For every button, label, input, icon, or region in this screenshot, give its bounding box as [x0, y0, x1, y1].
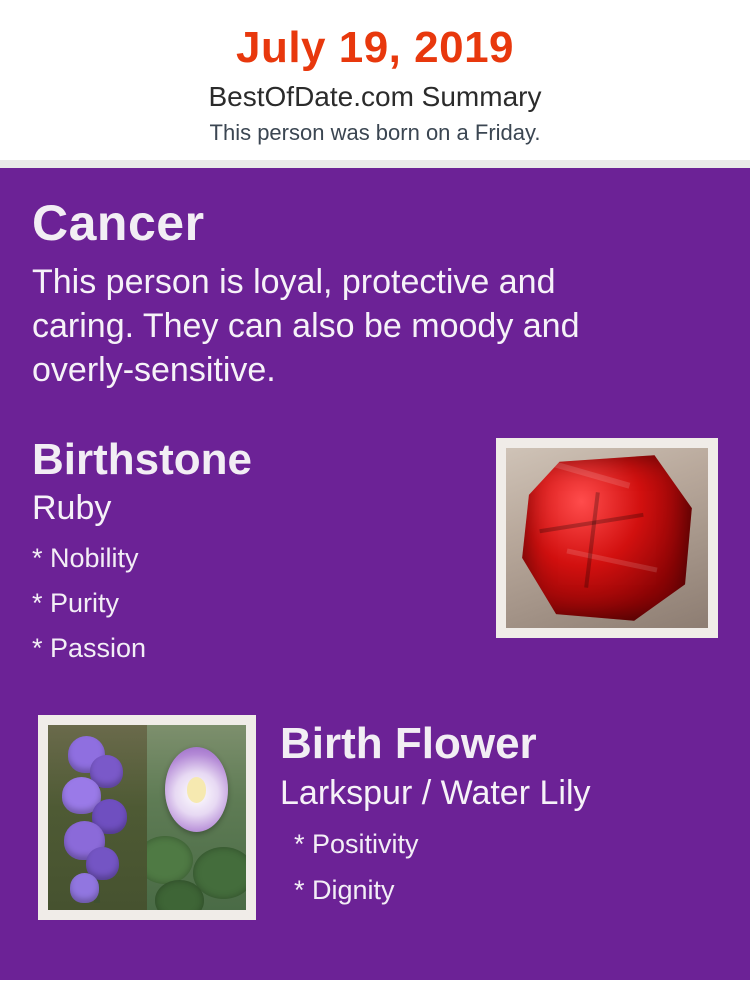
birth-day-of-week-text: This person was born on a Friday.: [209, 120, 541, 145]
birthstone-image: [496, 438, 718, 638]
birth-flower-trait: * Positivity: [294, 829, 419, 859]
birthstone-trait: * Passion: [32, 633, 147, 663]
water-lily-photo: [147, 725, 246, 910]
header: [0, 0, 750, 160]
zodiac-sign-title: Cancer: [32, 195, 205, 251]
page-title-date: July 19, 2019: [235, 23, 515, 72]
birthstone-name: Ruby: [32, 489, 112, 527]
summary-panel: [0, 168, 750, 980]
birthstone-trait: * Nobility: [32, 543, 139, 573]
birth-flower-title: Birth Flower: [280, 719, 537, 768]
birth-flower-trait: * Dignity: [294, 875, 395, 905]
larkspur-photo: [48, 725, 147, 910]
site-summary-label: BestOfDate.com Summary: [208, 81, 542, 112]
ruby-icon: [522, 455, 692, 621]
zodiac-description: This person is loyal, protective and caring. They can also be moody and overly-sensitive.: [32, 263, 580, 389]
birthstone-section: [32, 434, 718, 671]
birth-flower-name: Larkspur / Water Lily: [280, 774, 591, 812]
birth-flower-section: [32, 715, 718, 930]
birth-flower-image: [38, 715, 256, 920]
birthstone-trait: * Purity: [32, 588, 120, 618]
header-divider: [0, 160, 750, 168]
birthstone-title: Birthstone: [32, 435, 252, 484]
